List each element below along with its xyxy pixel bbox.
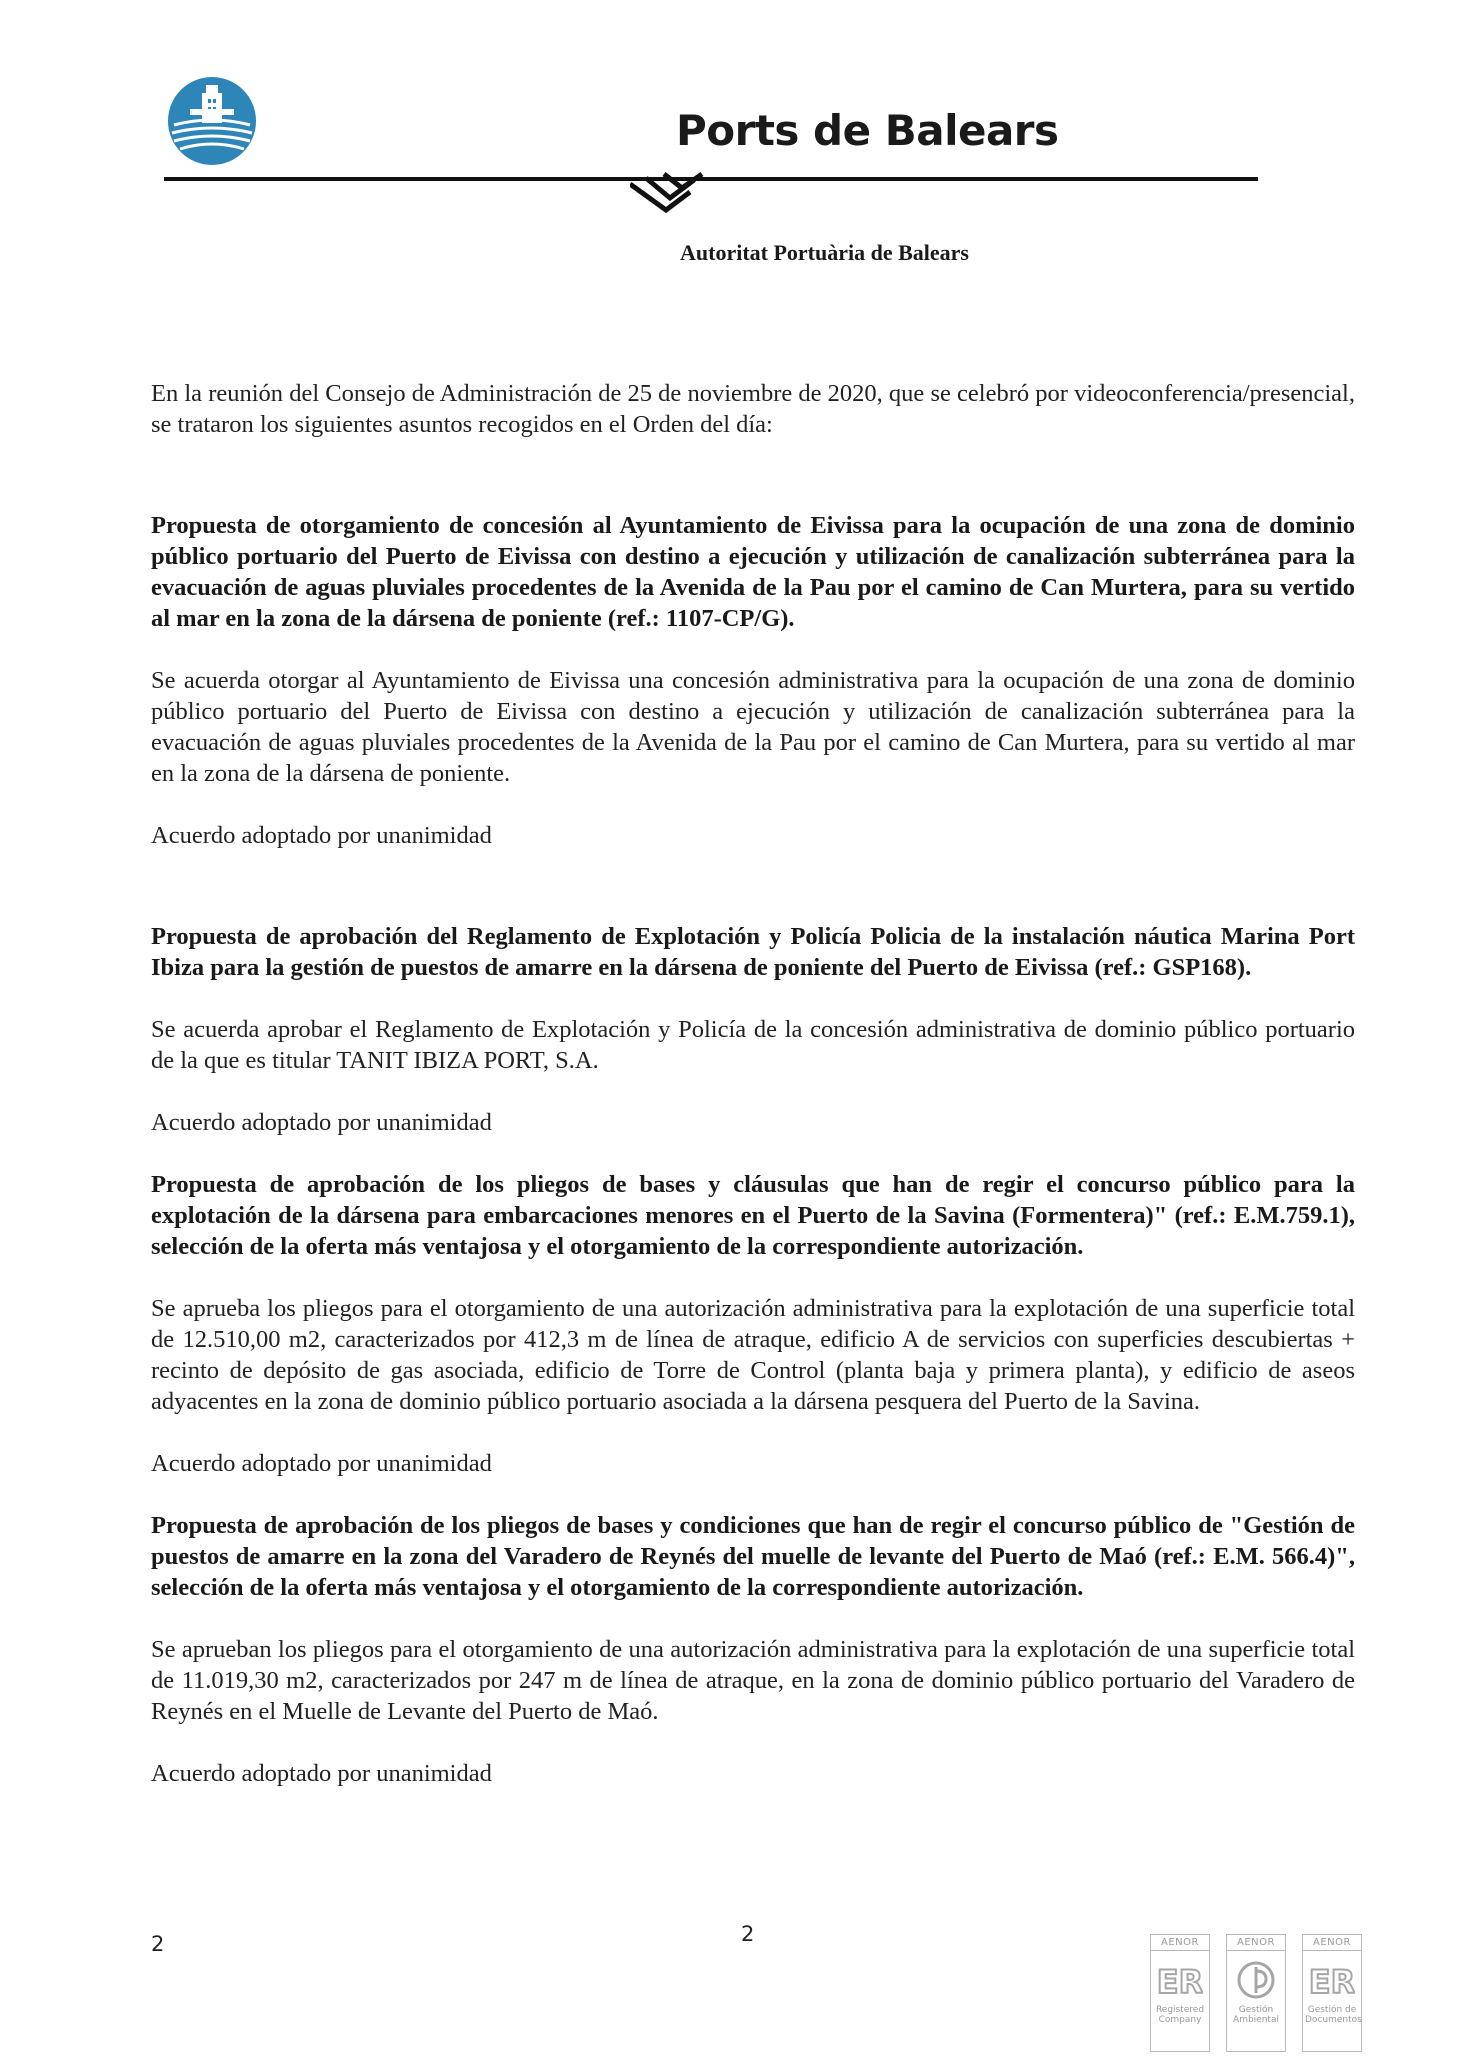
cert-label: Registered Company: [1155, 2005, 1205, 2025]
item-4-text: Se aprueban los pliegos para el otorgamiento de una autorización administrativa para la explotación de una superficie total de 11.019,30 m2, caracterizados por 247 m de línea de atraque, en la zona de dominio público portuario del Varadero de Reynés en el Muelle de Levante del Puerto de Maó.: [151, 1636, 1355, 1725]
item-2-title: Propuesta de aprobación del Reglamento de Explotación y Policía Policia de la instalación náutica Marina Port Ibiza para la gestión de puestos de amarre en la dársena de poniente del Puerto de Eivissa (ref.: GSP168).: [151, 923, 1355, 981]
intro-paragraph: En la reunión del Consejo de Administración de 25 de noviembre de 2020, que se celebró por videoconferencia/presencial, se trataron los siguientes asuntos recogidos en el Orden del día:: [151, 380, 1355, 438]
authority-name: Autoritat Portuària de Balears: [680, 240, 969, 265]
cert-label: Gestión Ambiental: [1233, 2005, 1279, 2025]
er-mark-icon: [1157, 1957, 1203, 2003]
cert-brand: AENOR: [1303, 1935, 1361, 1951]
item-1-title: Propuesta de otorgamiento de concesión al Ayuntamiento de Eivissa para la ocupación de una zona de dominio público portuario del Puerto de Eivissa con destino a ejecución y utilización de canalización subterránea para la evacuación de aguas pluviales procedentes de la Avenida de la Pau por el camino de Can Murtera, para su vertido al mar en la zona de la dársena de poniente (ref.: 1107-CP/G).: [151, 512, 1355, 632]
aenor-cert-environmental: [1226, 1934, 1286, 2052]
brand-name: Ports de Balears: [676, 106, 1059, 155]
cert-label: Gestión de Documentos: [1305, 2005, 1362, 2025]
cert-brand: AENOR: [1227, 1935, 1285, 1951]
ga-mark-icon: [1233, 1957, 1279, 2003]
item-4-title: Propuesta de aprobación de los pliegos de bases y condiciones que han de regir el concurso público de "Gestión de puestos de amarre en la zona del Varadero de Reynés del muelle de levante del Puerto de Maó (ref.: E.M. 566.4)", selección de la oferta más ventajosa y el otorgamiento de la correspondiente autorización.: [151, 1512, 1355, 1601]
aenor-cert-documents: [1302, 1934, 1362, 2052]
item-3-title: Propuesta de aprobación de los pliegos de bases y cláusulas que han de regir el concurso público para la explotación de la dársena para embarcaciones menores en el Puerto de la Savina (Formentera)" (ref.: E.M.759.1), selección de la oferta más ventajosa y el otorgamiento de la correspondiente autorización.: [151, 1171, 1355, 1260]
svg-text:ER: ER: [1157, 1963, 1203, 2001]
aenor-cert-registered-company: [1150, 1934, 1210, 2052]
page-number-left: 2: [151, 1932, 165, 1956]
minutes-body: [151, 378, 1355, 1789]
cert-brand: AENOR: [1151, 1935, 1209, 1951]
item-2-text: Se acuerda aprobar el Reglamento de Explotación y Policía de la concesión administrativa de dominio público portuario de la que es titular TANIT IBIZA PORT, S.A.: [151, 1016, 1355, 1074]
item-1-result: Acuerdo adoptado por unanimidad: [151, 822, 492, 849]
er-mark-icon: [1309, 1957, 1355, 2003]
item-3-text: Se aprueba los pliegos para el otorgamiento de una autorización administrativa para la explotación de una superficie total de 12.510,00 m2, caracterizados por 412,3 m de línea de atraque, edificio A de servicios con superficies descubiertas + recinto de depósito de gas asociada, edificio de Torre de Control (planta baja y primera planta), y edificio de aseos adyacentes en la zona de dominio público portuario asociada a la dársena pesquera del Puerto de la Savina.: [151, 1295, 1355, 1415]
item-1-text: Se acuerda otorgar al Ayuntamiento de Eivissa una concesión administrativa para la ocupación de una zona de dominio público portuario del Puerto de Eivissa con destino a ejecución y utilización de canalización subterránea para la evacuación de aguas pluviales procedentes de la Avenida de la Pau por el camino de Can Murtera, para su vertido al mar en la zona de la dársena de poniente.: [151, 667, 1355, 787]
svg-text:ER: ER: [1309, 1963, 1355, 2001]
chevron-mark-icon: [630, 170, 740, 220]
item-2-result: Acuerdo adoptado por unanimidad: [151, 1109, 492, 1136]
item-4-result: Acuerdo adoptado por unanimidad: [151, 1760, 492, 1787]
letterhead: [0, 0, 1463, 290]
page-number-center: 2: [741, 1922, 755, 1946]
item-3-result: Acuerdo adoptado por unanimidad: [151, 1450, 492, 1477]
lighthouse-logo-icon: [166, 75, 258, 167]
